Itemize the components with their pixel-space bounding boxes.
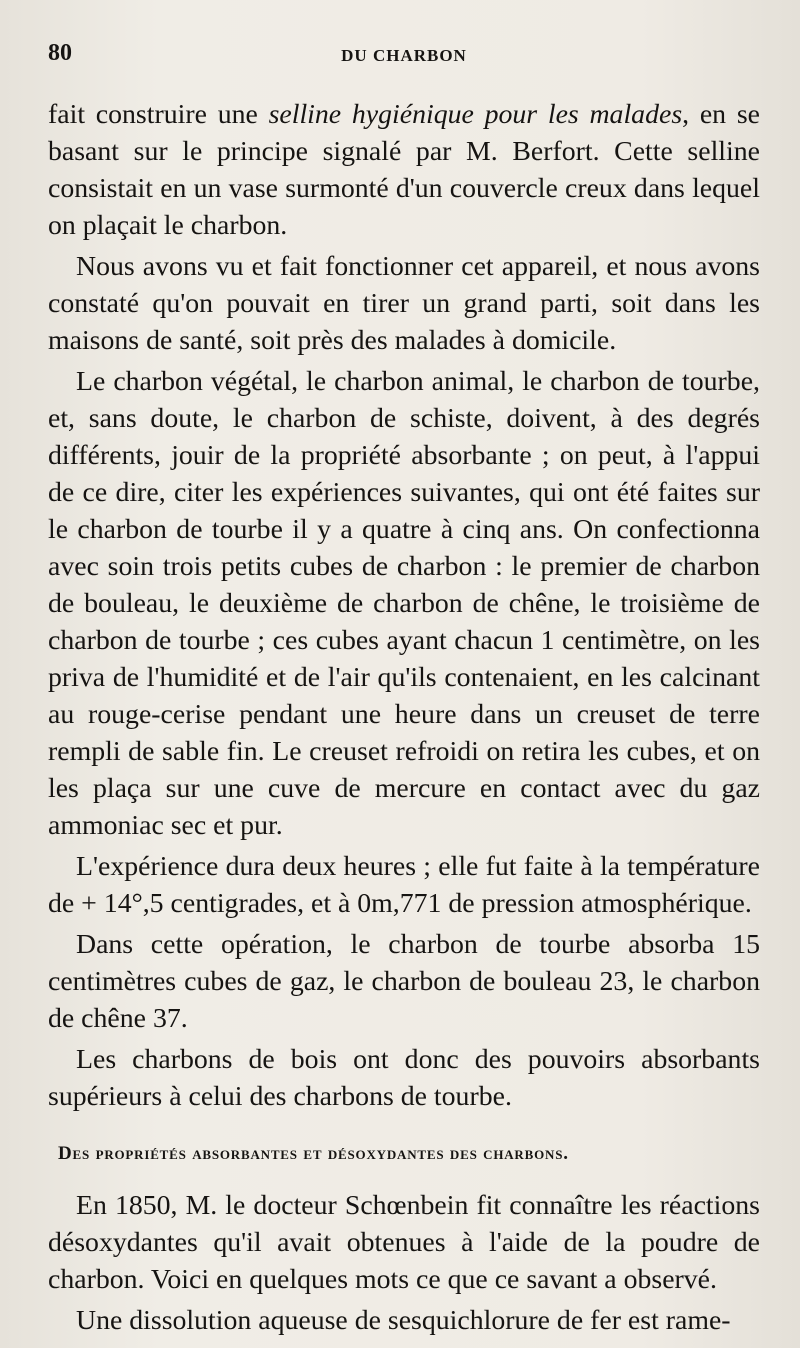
running-head — [48, 36, 760, 76]
paragraph-6: Les charbons de bois ont donc des pouvoirs absorbants supérieurs à celui des charbons de tourbe. — [48, 1044, 760, 1112]
paragraph-1-italic: selline hygiénique pour les malades — [268, 99, 683, 130]
paragraph-8: Une dissolution aqueuse de sesquichlorure de fer est rame- — [76, 1305, 731, 1336]
paragraph-1-end: , en se basant sur le principe signalé par M. Berfort. Cette selline consistait en un vase surmonté d'un couvercle creux dans lequel on plaçait le charbon. — [48, 99, 760, 241]
running-title: DU CHARBON — [341, 46, 467, 65]
paragraph-1 — [48, 96, 760, 244]
section-heading: Des propriétés absorbantes et désoxydantes des charbons. — [58, 1143, 569, 1164]
page-number: 80 — [48, 40, 72, 66]
paragraph-7: En 1850, M. le docteur Schœnbein fit connaître les réactions désoxydantes qu'il avait obtenues à l'aide de la poudre de charbon. Voici en quelques mots ce que ce savant a observé. — [48, 1190, 760, 1295]
paragraph-4: L'expérience dura deux heures ; elle fut faite à la température de + 14°,5 centigrades, et à 0m,771 de pression atmosphérique. — [48, 851, 760, 919]
paragraph-2: Nous avons vu et fait fonctionner cet appareil, et nous avons constaté qu'on pouvait en tirer un grand parti, soit dans les maisons de santé, soit près des malades à domicile. — [48, 251, 760, 356]
paragraph-3: Le charbon végétal, le charbon animal, le charbon de tourbe, et, sans doute, le charbon de schiste, doivent, à des degrés différents, jouir de la propriété absorbante ; on peut, à l'appui de ce dire, citer les expériences suivantes, qui ont été faites sur le charbon de tourbe il y a quatre à cinq ans. On confectionna avec soin trois petits cubes de charbon : le premier de charbon de bouleau, le deuxième de charbon de chêne, le troisième de charbon de tourbe ; ces cubes ayant chacun 1 centimètre, on les priva de l'humidité et de l'air qu'ils contenaient, en les calcinant au rouge-cerise pendant une heure dans un creuset de terre rempli de sable fin. Le creuset refroidi on retira les cubes, et on les plaça sur une cuve de mercure en contact avec du gaz ammoniac sec et pur. — [48, 366, 760, 841]
paragraph-5: Dans cette opération, le charbon de tourbe absorba 15 centimètres cubes de gaz, le charbon de bouleau 23, le charbon de chêne 37. — [48, 929, 760, 1034]
paragraph-1-start: fait construire une — [48, 99, 269, 130]
